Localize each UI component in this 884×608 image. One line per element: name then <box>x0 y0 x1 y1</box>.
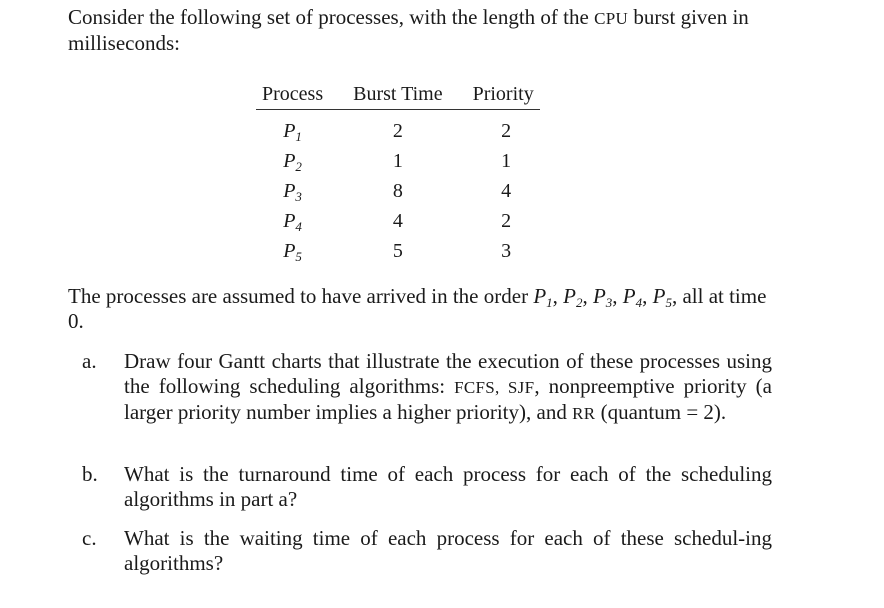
burst-cell: 5 <box>392 240 403 262</box>
question-text: What is the turnaround time of each process for each of the scheduling algorithms in part a? <box>124 462 772 511</box>
process-cell: $P_2$ <box>283 150 302 174</box>
process-table <box>256 83 540 266</box>
question-text: Draw four Gantt charts that illustrate the execution of these processes using the following scheduling algorithms: FCFS, SJF, nonpreemptive priority (a larger priority number implies a higher priority), and RR (quantum = 2). <box>124 349 772 424</box>
process-ref: $P_2$ <box>563 284 583 310</box>
process-cell: $P_3$ <box>283 180 302 204</box>
burst-cell: 2 <box>392 120 403 142</box>
burst-cell: 4 <box>392 210 403 232</box>
table-row <box>256 146 540 176</box>
header-burst-time: Burst Time <box>329 83 452 110</box>
algorithm-names: FCFS, SJF <box>454 378 535 397</box>
arrival-text-after: , all at time 0. <box>68 284 767 333</box>
table-row <box>256 236 540 266</box>
question-b <box>68 462 772 512</box>
algorithm-name-rr: RR <box>572 404 596 423</box>
process-ref: $P_1$ <box>533 284 553 310</box>
question-text: What is the waiting time of each process for each of these schedul-ing algorithms? <box>124 526 772 575</box>
table-row <box>256 110 540 147</box>
intro-paragraph <box>68 5 772 56</box>
priority-cell: 2 <box>501 210 512 232</box>
process-cell: $P_1$ <box>283 120 302 144</box>
question-a <box>68 349 772 426</box>
burst-cell: 8 <box>392 180 403 202</box>
question-marker: c. <box>82 526 97 550</box>
priority-cell: 3 <box>501 240 512 262</box>
process-cell: $P_4$ <box>283 210 302 234</box>
question-marker: a. <box>82 349 97 373</box>
burst-cell: 1 <box>392 150 403 172</box>
table-row <box>256 206 540 236</box>
header-process: Process <box>256 83 329 110</box>
intro-text-before: Consider the following set of processes, with the length of the <box>68 5 595 29</box>
arrival-paragraph: The processes are assumed to have arrived in the order $P_1$, $P_2$, $P_3$, $P_4$, $P_5$, all at time 0. <box>68 284 767 333</box>
header-priority: Priority <box>453 83 540 110</box>
priority-cell: 1 <box>501 150 512 172</box>
arrival-text-before: The processes are assumed to have arrived in the order <box>68 284 534 308</box>
question-marker: b. <box>82 462 98 486</box>
table-row <box>256 176 540 206</box>
process-ref: $P_4$ <box>622 284 643 310</box>
intro-text-after: burst given in milliseconds: <box>68 5 749 55</box>
question-c <box>68 526 772 576</box>
process-ref: $P_3$ <box>592 284 613 310</box>
table-header-row <box>256 83 540 110</box>
priority-cell: 4 <box>501 180 512 202</box>
cpu-label: CPU <box>594 9 629 28</box>
priority-cell: 2 <box>501 120 512 142</box>
process-cell: $P_5$ <box>283 240 302 264</box>
process-ref: $P_5$ <box>652 284 672 310</box>
